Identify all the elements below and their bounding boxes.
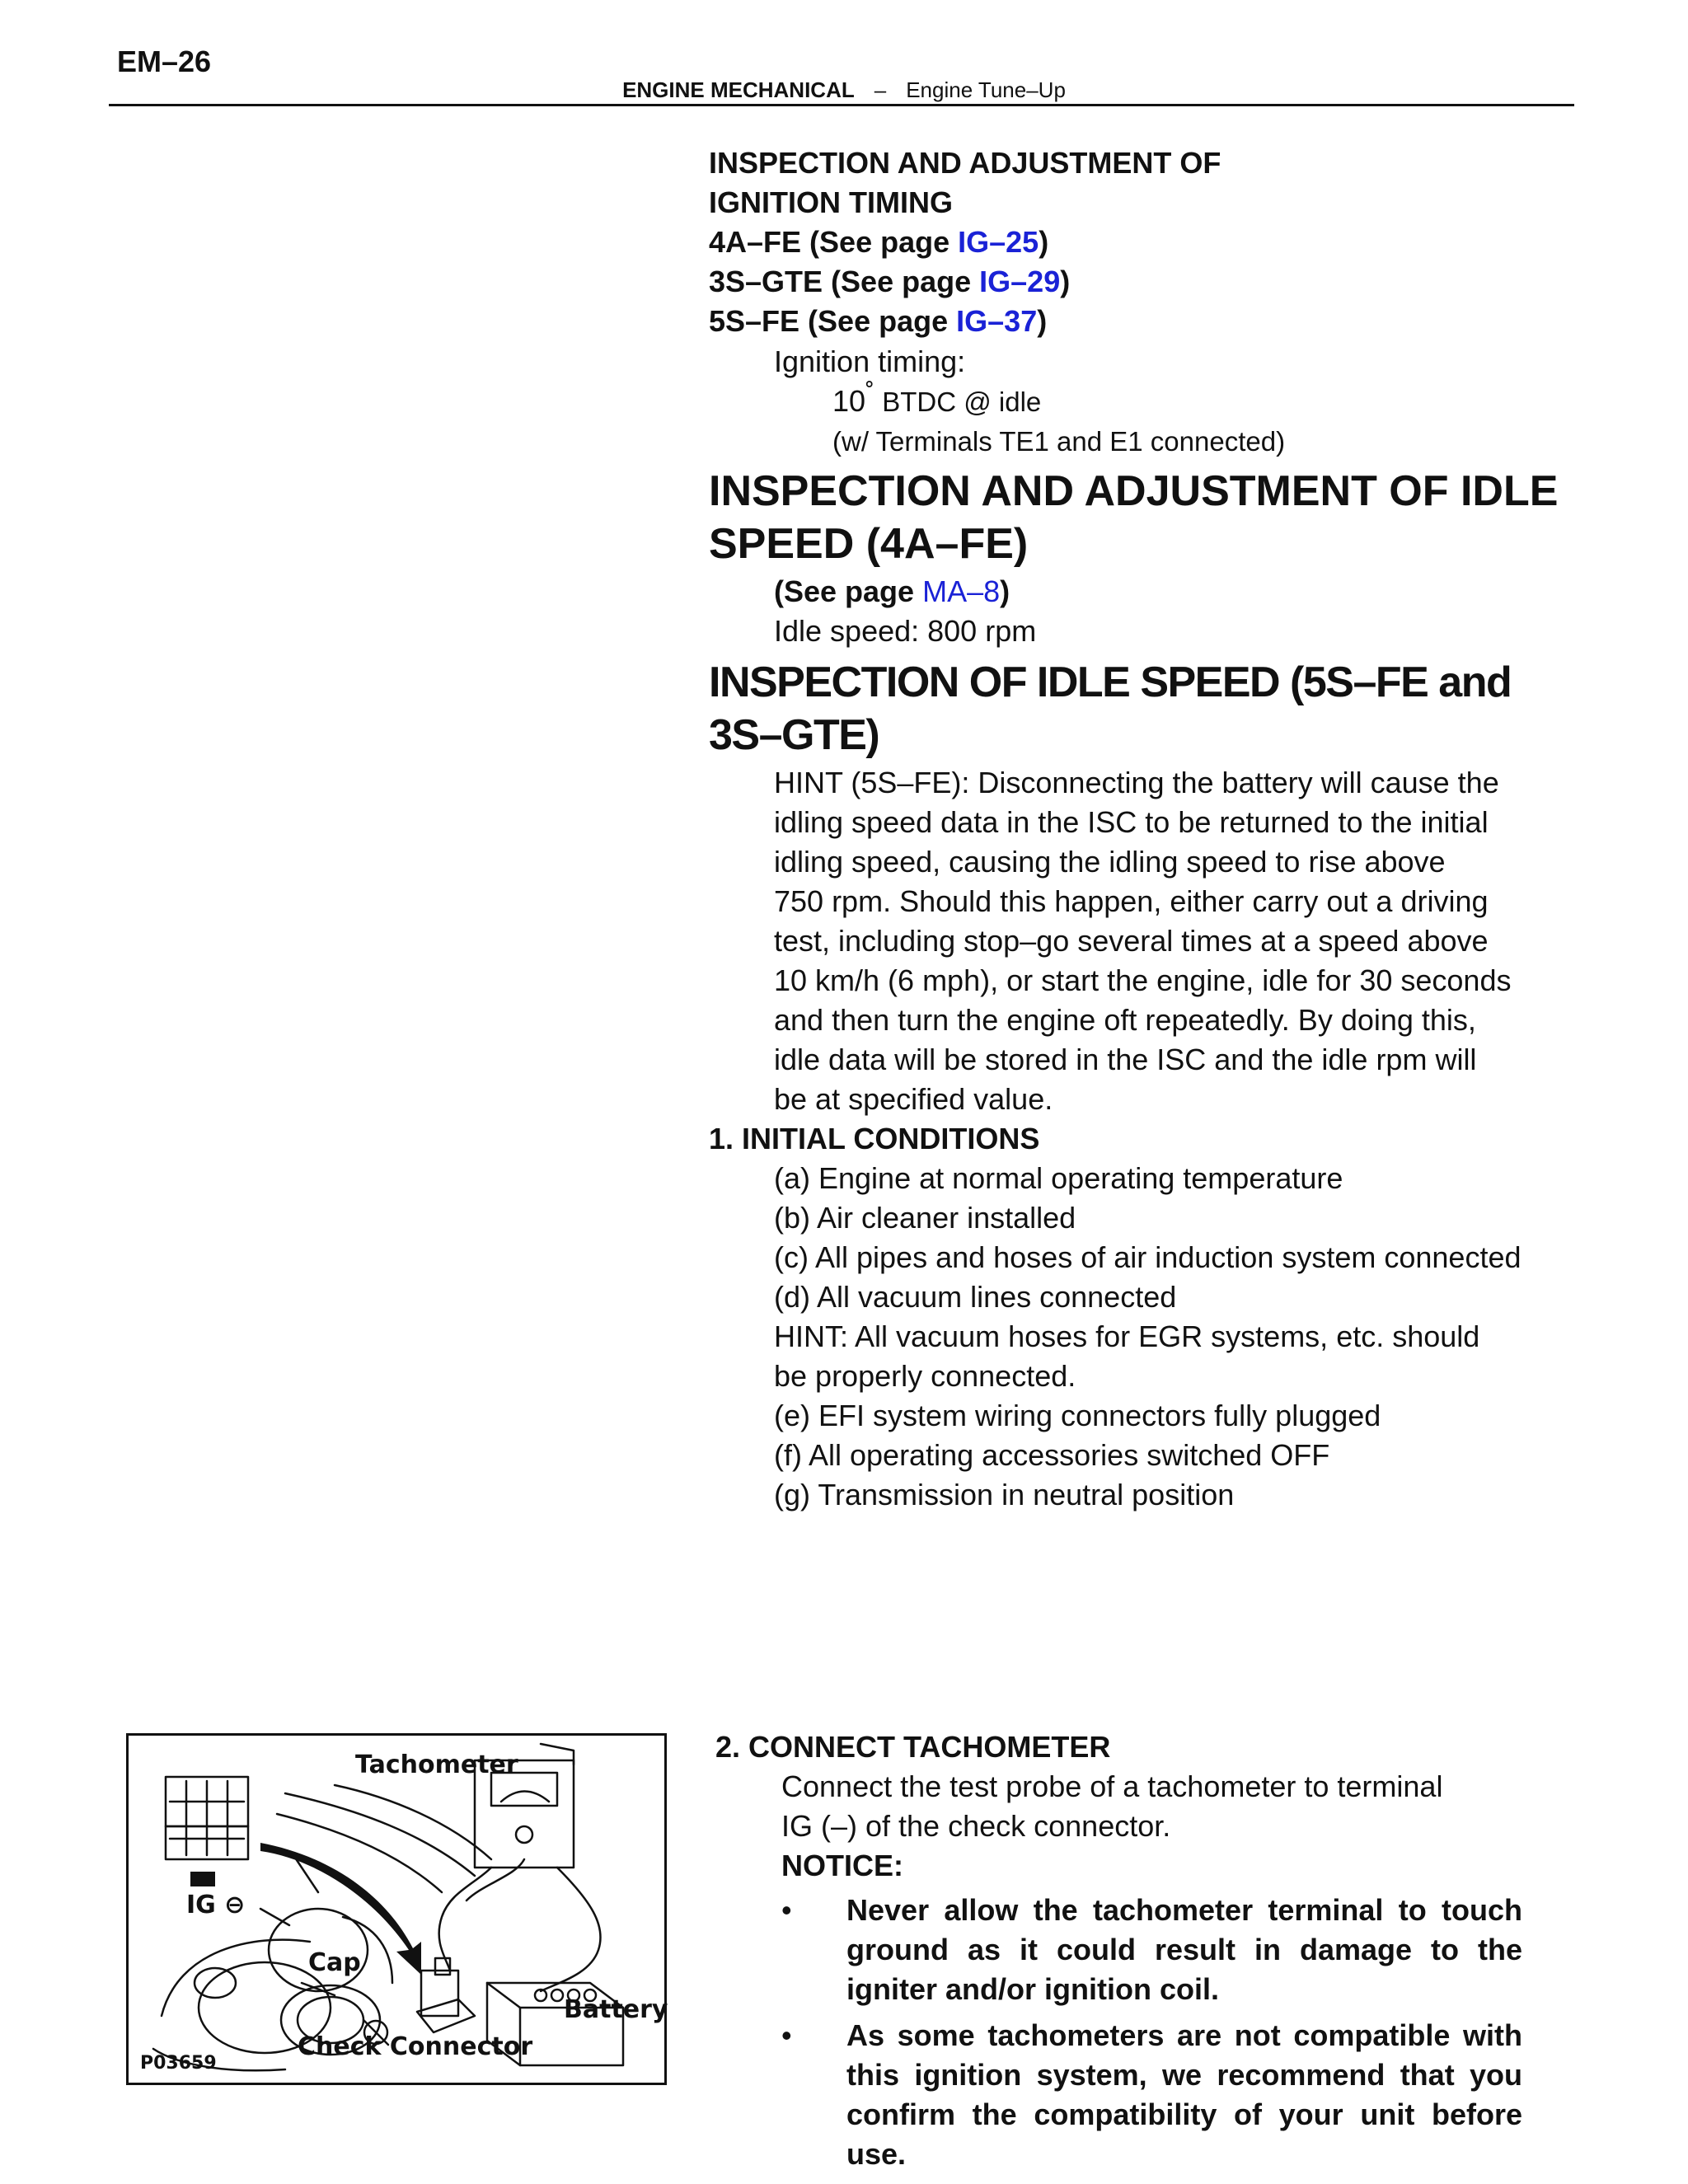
- idle-4afe-title-line1: INSPECTION AND ADJUSTMENT OF IDLE: [709, 467, 1559, 515]
- ig-text: IG: [186, 1891, 216, 1919]
- page-link-ig25[interactable]: IG–25: [958, 225, 1039, 259]
- ref-close: ): [1060, 265, 1071, 298]
- tachometer-connection-figure: [126, 1733, 667, 2085]
- tachometer-title: 2. CONNECT TACHOMETER: [715, 1730, 1111, 1764]
- see-prefix: (See page: [774, 574, 923, 608]
- page-link-ma8[interactable]: MA–8: [922, 574, 1001, 608]
- header-rule: [109, 104, 1574, 106]
- header-section: ENGINE MECHANICAL: [622, 77, 855, 102]
- hint-line: idling speed data in the ISC to be returned to the initial: [774, 805, 1489, 839]
- bullet-symbol: •: [781, 2018, 792, 2052]
- label-tachometer: Tachometer: [355, 1750, 518, 1779]
- ignition-spec-value: [832, 378, 1042, 422]
- hint-line: test, including stop–go several times at a speed above: [774, 924, 1489, 958]
- notice-bullet: Never allow the tachometer terminal to touch ground as it could result in damage to the igniter and/or ignition coil.: [846, 1893, 1522, 2006]
- condition-item: (g) Transmission in neutral position: [774, 1478, 1235, 1511]
- hint-line: idling speed, causing the idling speed to rise above: [774, 845, 1446, 879]
- hint-line: be at specified value.: [774, 1082, 1053, 1116]
- tachometer-body-line: IG (–) of the check connector.: [781, 1809, 1171, 1843]
- ig-minus-symbol: ⊖: [224, 1891, 246, 1919]
- label-battery: Battery: [564, 1995, 668, 2024]
- notice-bullet: As some tachometers are not compatible with this ignition system, we recommend that you confirm the compatibility of your unit before use.: [846, 2018, 1522, 2171]
- ref-engine: 4A–FE (See page: [709, 225, 959, 259]
- page-link-ig29[interactable]: IG–29: [979, 265, 1061, 298]
- condition-item: (f) All operating accessories switched OFF: [774, 1438, 1330, 1472]
- ignition-ref-4afe: [709, 223, 1048, 262]
- ref-close: ): [1037, 304, 1048, 338]
- page-number: EM–26: [117, 45, 212, 78]
- condition-hint: HINT: All vacuum hoses for EGR systems, etc. should: [774, 1319, 1480, 1353]
- spec-rest: BTDC @ idle: [874, 387, 1042, 417]
- hint-line: HINT (5S–FE): Disconnecting the battery will cause the: [774, 766, 1499, 799]
- hint-line: and then turn the engine oft repeatedly. By doing this,: [774, 1003, 1476, 1037]
- hint-line: 750 rpm. Should this happen, either carry out a driving: [774, 884, 1489, 918]
- ignition-spec-note: (w/ Terminals TE1 and E1 connected): [832, 426, 1286, 457]
- ref-engine: 5S–FE (See page: [709, 304, 957, 338]
- ignition-title-line1: INSPECTION AND ADJUSTMENT OF: [709, 146, 1221, 180]
- ignition-spec-label: Ignition timing:: [774, 344, 966, 378]
- header-topic: Engine Tune–Up: [906, 77, 1066, 102]
- running-header: [0, 77, 1688, 103]
- page-link-ig37[interactable]: IG–37: [956, 304, 1038, 338]
- idle-4afe-see-page: [774, 572, 1010, 612]
- label-ig: [186, 1891, 245, 1919]
- tachometer-body-line: Connect the test probe of a tachometer to terminal: [781, 1769, 1443, 1803]
- condition-item: (a) Engine at normal operating temperature: [774, 1161, 1343, 1195]
- condition-item: (c) All pipes and hoses of air induction system connected: [774, 1240, 1522, 1274]
- bullet-symbol: •: [781, 1893, 792, 1927]
- conditions-title: 1. INITIAL CONDITIONS: [709, 1122, 1040, 1155]
- condition-item: (b) Air cleaner installed: [774, 1201, 1076, 1235]
- condition-item: (d) All vacuum lines connected: [774, 1280, 1177, 1314]
- notice-label: NOTICE:: [781, 1849, 903, 1882]
- idle-5sfe-title-line1: INSPECTION OF IDLE SPEED (5S–FE and: [709, 658, 1512, 706]
- degree-symbol: ˚: [865, 378, 875, 409]
- ref-close: ): [1039, 225, 1049, 259]
- ignition-ref-5sfe: [709, 302, 1047, 341]
- hint-line: 10 km/h (6 mph), or start the engine, idle for 30 seconds: [774, 963, 1512, 997]
- header-dash: –: [874, 77, 887, 102]
- ref-engine: 3S–GTE (See page: [709, 265, 980, 298]
- condition-item: (e) EFI system wiring connectors fully plugged: [774, 1399, 1381, 1432]
- label-check-connector: Check Connector: [298, 2032, 533, 2061]
- condition-hint: be properly connected.: [774, 1359, 1076, 1393]
- ignition-title-line2: IGNITION TIMING: [709, 185, 953, 219]
- idle-4afe-spec: Idle speed: 800 rpm: [774, 614, 1037, 648]
- hint-line: idle data will be stored in the ISC and the idle rpm will: [774, 1043, 1477, 1076]
- label-cap: Cap: [308, 1948, 361, 1977]
- idle-4afe-title-line2: SPEED (4A–FE): [709, 520, 1029, 568]
- figure-code: P03659: [140, 2053, 217, 2074]
- spec-number: 10: [832, 384, 866, 418]
- idle-5sfe-title-line2: 3S–GTE): [709, 711, 879, 759]
- ignition-ref-3sgte: [709, 262, 1070, 302]
- see-close: ): [1000, 574, 1010, 608]
